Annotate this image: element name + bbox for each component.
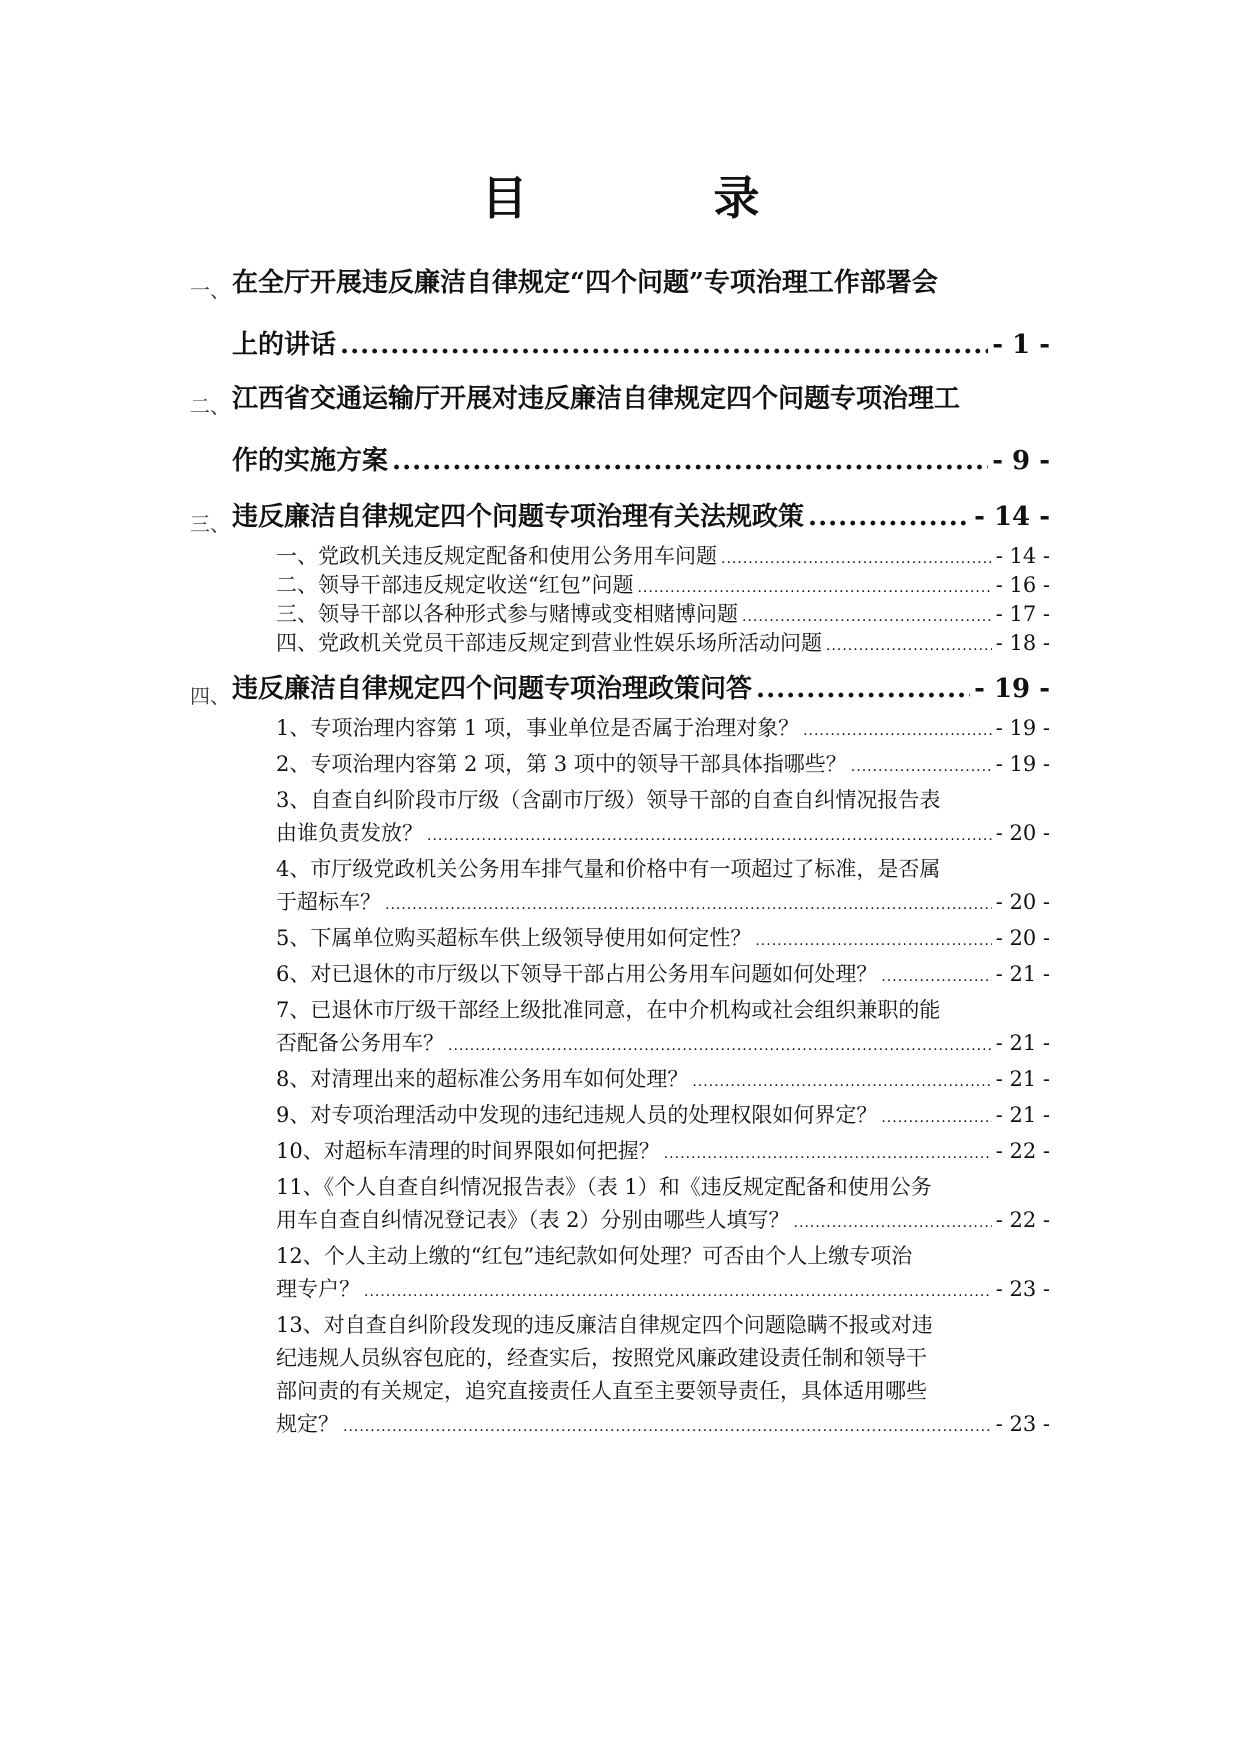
question-leader-line <box>276 712 1050 748</box>
question-leader-line <box>276 748 1050 784</box>
toc-question-9[interactable] <box>276 1099 1050 1135</box>
toc-question-11[interactable] <box>276 1171 1050 1240</box>
section-leader-line <box>232 324 1050 361</box>
section-title-line: 江西省交通运输厅开展对违反廉洁自律规定四个问题专项治理工 <box>232 384 961 414</box>
dot-leader <box>427 820 992 853</box>
toc-question-2[interactable] <box>276 748 1050 784</box>
page-number: - 20 - <box>995 926 1050 950</box>
dot-leader <box>794 1207 992 1240</box>
section-leader-line <box>232 440 1050 477</box>
dot-leader <box>826 630 992 663</box>
dot-leader <box>756 674 970 704</box>
section-number: 四、 <box>190 684 230 708</box>
question-text-line: 7、已退休市厅级干部经上级批准同意，在中介机构或社会组织兼职的能 <box>276 998 941 1022</box>
toc-question-3[interactable] <box>276 784 1050 853</box>
page-number: - 21 - <box>995 1067 1050 1091</box>
dot-leader <box>448 1030 992 1063</box>
toc-section-4[interactable] <box>190 668 1050 708</box>
dot-leader <box>851 751 992 784</box>
section-title: 违反廉洁自律规定四个问题专项治理有关法规政策 <box>232 502 805 532</box>
toc-question-10[interactable] <box>276 1135 1050 1171</box>
question-leader-line <box>276 817 1050 853</box>
dot-leader <box>808 502 970 532</box>
question-text: 于超标车？ <box>276 890 381 914</box>
dot-leader <box>385 889 992 922</box>
question-leader-line <box>276 922 1050 958</box>
question-text-line: 13、对自查自纠阶段发现的违反廉洁自律规定四个问题隐瞒不报或对违 <box>276 1313 933 1337</box>
dot-leader <box>664 1138 992 1171</box>
question-leader-line <box>276 886 1050 922</box>
question-text: 由谁负责发放？ <box>276 821 423 845</box>
question-text: 2、专项治理内容第 2 项，第 3 项中的领导干部具体指哪些？ <box>276 752 847 776</box>
toc-section-1[interactable] <box>190 262 1050 362</box>
section-title-cont: 上的讲话 <box>232 330 337 360</box>
question-text: 6、对已退休的市厅级以下领导干部占用公务用车问题如何处理？ <box>276 962 878 986</box>
question-text: 9、对专项治理活动中发现的违纪违规人员的处理权限如何界定？ <box>276 1103 878 1127</box>
page-number: - 17 - <box>995 602 1050 626</box>
subitem-text: 一、党政机关违反规定配备和使用公务用车问题 <box>276 544 717 568</box>
question-text-line: 部问责的有关规定，追究直接责任人直至主要领导责任，具体适用哪些 <box>276 1379 927 1403</box>
question-text: 规定？ <box>276 1412 339 1436</box>
dot-leader <box>881 961 991 994</box>
toc-question-12[interactable] <box>276 1240 1050 1309</box>
question-leader-line <box>276 1408 1050 1444</box>
page-number: - 21 - <box>995 962 1050 986</box>
subitem-text: 四、党政机关党员干部违反规定到营业性娱乐场所活动问题 <box>276 631 822 655</box>
section-title: 违反廉洁自律规定四个问题专项治理政策问答 <box>232 674 753 704</box>
page-number: - 18 - <box>995 631 1050 655</box>
question-leader-line <box>276 1135 1050 1171</box>
question-text: 5、下属单位购买超标车供上级领导使用如何定性？ <box>276 926 752 950</box>
section-title-cont: 作的实施方案 <box>232 446 389 476</box>
question-text: 否配备公务用车？ <box>276 1031 444 1055</box>
toc-question-13[interactable] <box>276 1309 1050 1444</box>
page-number: - 19 - <box>995 752 1050 776</box>
toc-subitem-4[interactable] <box>276 627 1050 663</box>
page-title: 目 录 <box>481 171 830 225</box>
question-text-line: 4、市厅级党政机关公务用车排气量和价格中有一项超过了标准，是否属 <box>276 857 941 881</box>
page-number: - 16 - <box>995 573 1050 597</box>
question-text: 10、对超标车清理的时间界限如何把握？ <box>276 1139 660 1163</box>
question-leader-line <box>276 958 1050 994</box>
page-number: - 22 - <box>995 1139 1050 1163</box>
question-leader-line <box>276 1204 1050 1240</box>
question-text: 理专户？ <box>276 1277 360 1301</box>
page-number: - 20 - <box>995 821 1050 845</box>
section-leader-line <box>232 668 1050 705</box>
section-number: 三、 <box>190 512 230 536</box>
page-number: - 20 - <box>995 890 1050 914</box>
question-text-line: 纪违规人员纵容包庇的，经查实后，按照党风廉政建设责任制和领导干 <box>276 1346 927 1370</box>
toc-question-5[interactable] <box>276 922 1050 958</box>
question-text-line: 11、《个人自查自纠情况报告表》（表 1）和《违反规定配备和使用公务 <box>276 1175 932 1199</box>
question-leader-line <box>276 1027 1050 1063</box>
toc-question-4[interactable] <box>276 853 1050 922</box>
toc-section-2[interactable] <box>190 378 1050 478</box>
page-number: - 23 - <box>995 1277 1050 1301</box>
question-leader-line <box>276 1063 1050 1099</box>
section-number: 一、 <box>190 278 230 302</box>
subitem-text: 二、领导干部违反规定收送“红包”问题 <box>276 573 634 597</box>
question-list <box>276 712 1050 1444</box>
dot-leader <box>340 330 988 360</box>
page-number: - 9 - <box>992 446 1050 476</box>
section-number: 二、 <box>190 394 230 418</box>
question-leader-line <box>276 1273 1050 1309</box>
dot-leader <box>881 1102 991 1135</box>
page-number: - 22 - <box>995 1208 1050 1232</box>
page-number: - 1 - <box>992 330 1050 360</box>
toc-question-8[interactable] <box>276 1063 1050 1099</box>
toc-question-7[interactable] <box>276 994 1050 1063</box>
page-number: - 23 - <box>995 1412 1050 1436</box>
dot-leader <box>392 446 988 476</box>
dot-leader <box>343 1411 992 1444</box>
page-number: - 19 - <box>974 674 1050 704</box>
dot-leader <box>692 1066 991 1099</box>
question-text: 8、对清理出来的超标准公务用车如何处理？ <box>276 1067 689 1091</box>
toc-section-3[interactable] <box>190 496 1050 536</box>
question-text: 1、专项治理内容第 1 项，事业单位是否属于治理对象？ <box>276 716 800 740</box>
subitem-text: 三、领导干部以各种形式参与赌博或变相赌博问题 <box>276 602 738 626</box>
page-number: - 19 - <box>995 716 1050 740</box>
question-text-line: 3、自查自纠阶段市厅级（含副市厅级）领导干部的自查自纠情况报告表 <box>276 788 941 812</box>
question-text-line: 12、个人主动上缴的“红包”违纪款如何处理？可否由个人上缴专项治 <box>276 1244 913 1268</box>
dot-leader <box>364 1276 992 1309</box>
toc-question-1[interactable] <box>276 712 1050 748</box>
dot-leader <box>803 715 992 748</box>
section-leader-line <box>232 496 1050 533</box>
page-number: - 21 - <box>995 1103 1050 1127</box>
page-number: - 21 - <box>995 1031 1050 1055</box>
dot-leader <box>755 925 991 958</box>
section-title-line: 在全厅开展违反廉洁自律规定“四个问题”专项治理工作部署会 <box>232 268 938 298</box>
page-number: - 14 - <box>974 502 1050 532</box>
question-text: 用车自查自纠情况登记表》（表 2）分别由哪些人填写？ <box>276 1208 790 1232</box>
page-number: - 14 - <box>995 544 1050 568</box>
toc-question-6[interactable] <box>276 958 1050 994</box>
question-leader-line <box>276 1099 1050 1135</box>
